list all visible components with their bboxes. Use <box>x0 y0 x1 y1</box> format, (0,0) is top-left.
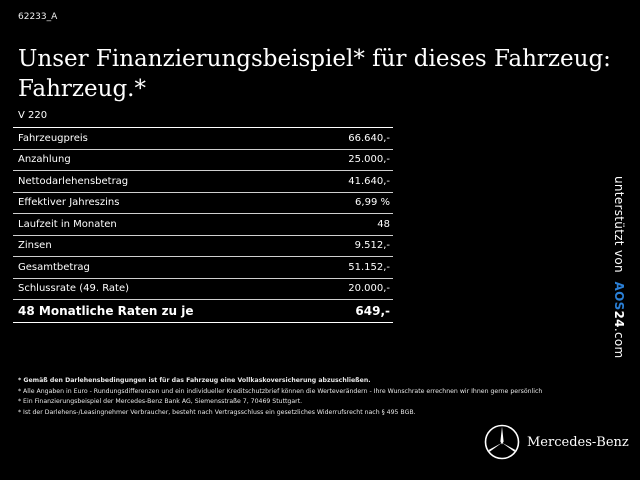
footnotes <box>18 376 628 418</box>
footnote: * Alle Angaben in Euro - Rundungsdifferenzen und ein individueller Kreditschutzbrief können die Werteverändern - Ihre Wunschrate errechnen wir Ihnen gerne persönlich <box>18 387 543 395</box>
supported-by-text: unterstützt von <box>612 176 626 273</box>
table-row <box>13 128 393 150</box>
row-label: Nettodarlehensbetrag <box>18 175 129 187</box>
table-row <box>13 193 393 215</box>
row-label: Laufzeit in Monaten <box>18 218 117 230</box>
row-value: 6,99 % <box>355 197 390 209</box>
table-row <box>13 279 393 301</box>
row-label: Zinsen <box>18 240 52 252</box>
logo-wordmark: Mercedes-Benz <box>527 434 629 450</box>
footnote: * Ein Finanzierungsbeispiel der Mercedes-Benz Bank AG, Siemensstraße 7, 70469 Stuttgart. <box>18 398 303 405</box>
table-row <box>13 236 393 258</box>
finance-table <box>13 127 393 323</box>
table-row <box>13 214 393 236</box>
aos-domain-text: .com <box>612 327 626 359</box>
mercedes-star-icon <box>484 424 520 460</box>
row-label: Gesamtbetrag <box>18 261 90 273</box>
supported-by-label <box>612 176 626 358</box>
row-label: Anzahlung <box>18 154 71 166</box>
total-label: 48 Monatliche Raten zu je <box>18 304 194 318</box>
aos24-logo <box>612 277 626 328</box>
table-row <box>13 171 393 193</box>
footnote: * Ist der Darlehens-/Leasingnehmer Verbraucher, besteht nach Vertragsschluss ein gesetzliches Widerrufsrecht nach § 495 BGB. <box>18 408 416 416</box>
row-value: 48 <box>377 218 390 230</box>
row-label: Schlussrate (49. Rate) <box>18 283 130 295</box>
row-label: Effektiver Jahreszins <box>18 197 120 209</box>
reference-code: 62233_A <box>18 12 58 22</box>
page-title: Unser Finanzierungsbeispiel* für dieses Fahrzeug: Fahrzeug.* <box>18 46 611 102</box>
footnote: * Gemäß den Darlehensbedingungen ist für das Fahrzeug eine Vollkaskoversicherung abzuschließen. <box>18 377 371 384</box>
model-name: V 220 <box>18 110 48 121</box>
row-value: 66.640,- <box>348 132 390 144</box>
total-row <box>13 300 393 323</box>
mercedes-benz-logo <box>484 424 629 460</box>
row-value: 9.512,- <box>354 240 390 252</box>
row-value: 25.000,- <box>348 154 390 166</box>
total-value: 649,- <box>355 304 390 318</box>
row-value: 20.000,- <box>348 283 390 295</box>
table-row <box>13 257 393 279</box>
row-value: 41.640,- <box>348 175 390 187</box>
aos-24-text: 24 <box>612 310 626 328</box>
row-label: Fahrzeugpreis <box>18 132 88 144</box>
table-row <box>13 150 393 172</box>
row-value: 51.152,- <box>348 261 390 273</box>
aos-text: AOS <box>612 281 626 311</box>
